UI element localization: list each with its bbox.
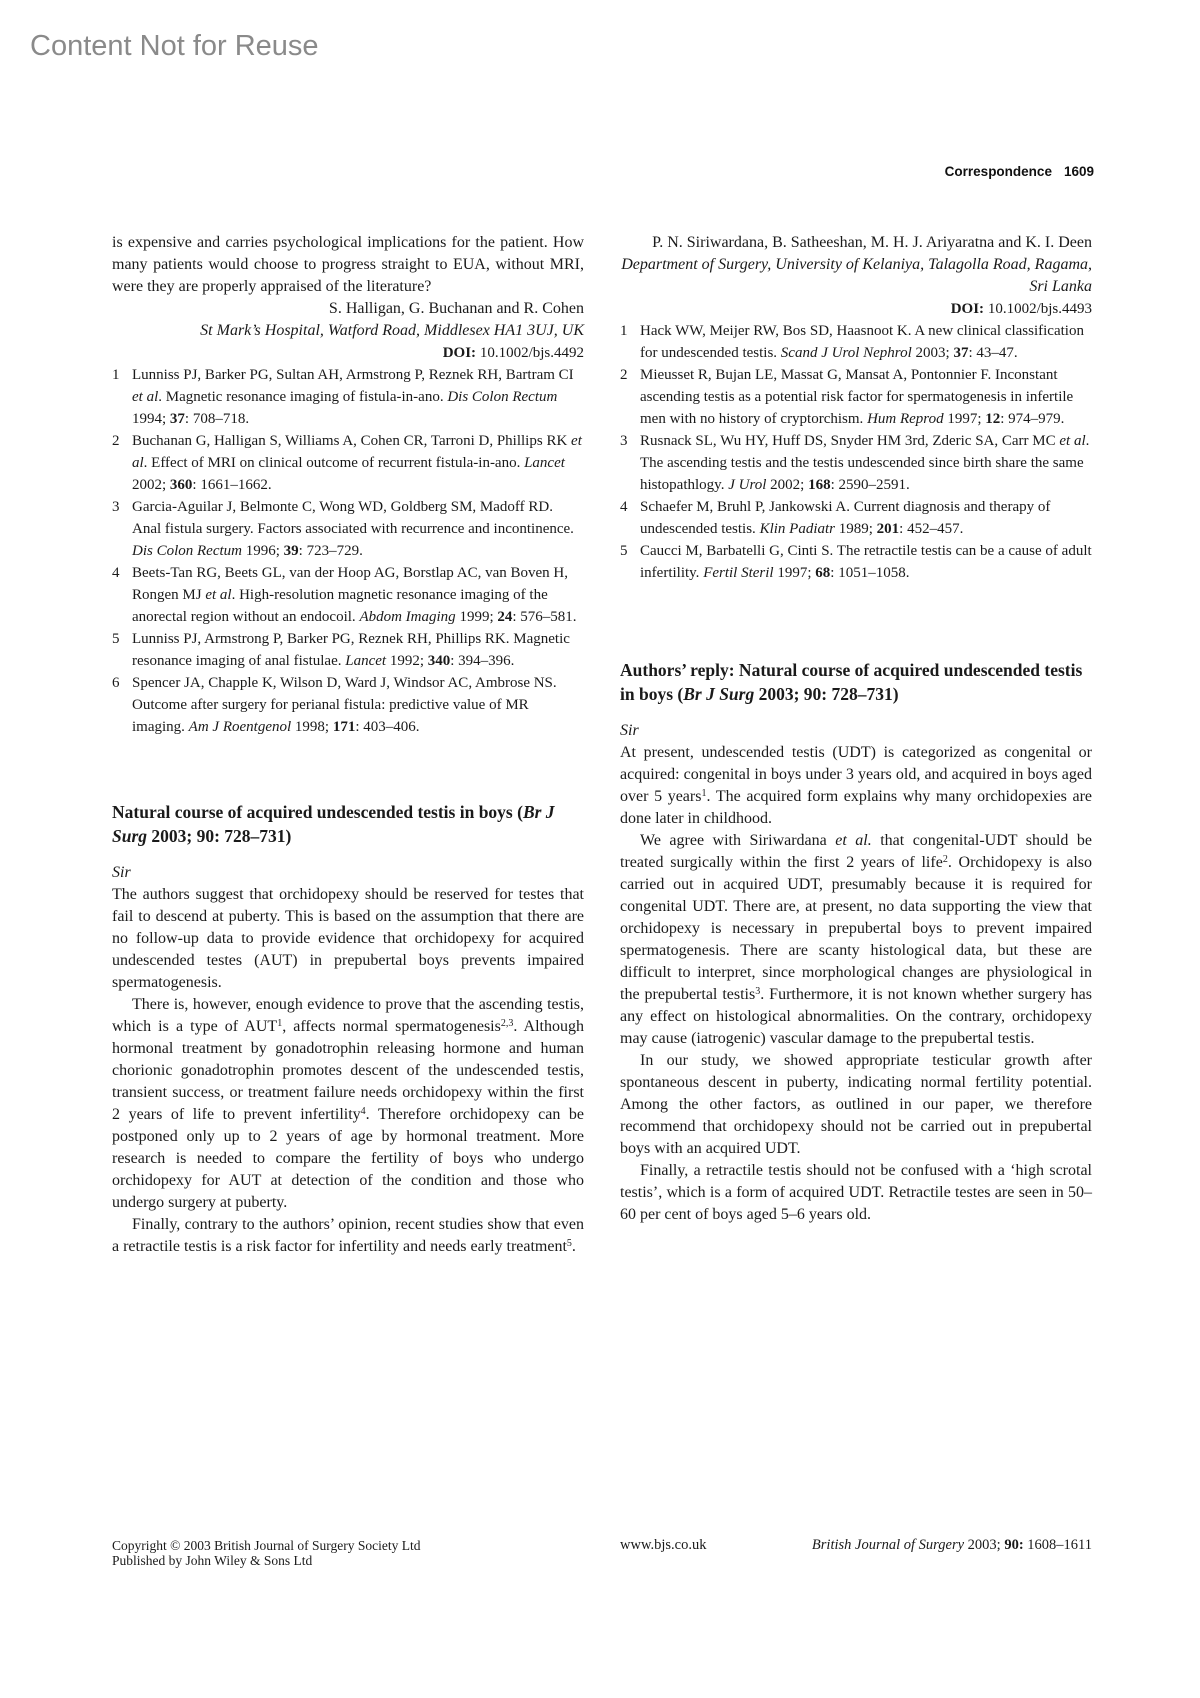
journal-year: 2003;	[967, 1537, 1001, 1553]
watermark: Content Not for Reuse	[30, 30, 319, 62]
journal-volume: 90:	[1004, 1537, 1024, 1553]
reference-item: 2 Mieusset R, Bujan LE, Massat G, Mansat A, Pontonnier F. Inconstant ascending testis as a potential risk factor for spermatogenesis in infertile men with no history of cryptorchism. Hum Reprod 1997; 12: 974–979.	[620, 364, 1092, 430]
letter-paragraph: The authors suggest that orchidopexy should be reserved for testes that fail to descend at puberty. This is based on the assumption that there are no follow-up data to provide evidence that orchidopexy for acquired undescended testes (AUT) in prepubertal boys prevents impaired spermatogenesis.	[112, 886, 584, 991]
reply-paragraph: Finally, a retractile testis should not be confused with a ‘high scrotal testis’, which is a form of acquired UDT. Retractile testes are seen in 50–60 per cent of boys aged 5–6 years old.	[620, 1162, 1092, 1223]
letter-doi	[620, 298, 1092, 320]
reply-paragraph: In our study, we showed appropriate testicular growth after spontaneous descent in puberty, indicating normal fertility potential. Among the other factors, as outlined in our paper, we therefore recommend that orchidopexy should not be carried out in prepubertal boys with an acquired UDT.	[620, 1052, 1092, 1157]
reply-paragraph: At present, undescended testis (UDT) is categorized as congenital or acquired: congenital in boys under 3 years old, and acquired in boys aged over 5 years$^1$. The acquired form explains why many orchidopexies are done later in childhood.	[620, 744, 1093, 827]
reference-number: 2	[620, 367, 628, 383]
publisher-line: Published by John Wiley & Sons Ltd	[112, 1553, 313, 1568]
letter-title: Natural course of acquired undescended testis in boys (Br J Surg 2003; 90: 728–731)	[112, 802, 555, 846]
doi-label: DOI:	[442, 345, 477, 361]
reference-item: 6 Spencer JA, Chapple K, Wilson D, Ward J, Windsor AC, Ambrose NS. Outcome after surgery for perianal fistula: predictive value of MR imaging. Am J Roentgenol 1998; 171: 403–406.	[112, 672, 584, 738]
letter-paragraph: There is, however, enough evidence to prove that the ascending testis, which is a type of AUT$^1$, affects normal spermatogenesis$^{2,3}$. Although hormonal treatment by gonadotrophin releasing hormone and human chorionic gonadotrophin promotes descent of the undescended testis, transient success, or treatment failure needs orchidopexy within the first 2 years of life to prevent infertility$^4$. Therefore orchidopexy can be postponed only up to 2 years of age by hormonal treatment. More research is needed to compare the fertility of boys who undergo orchidopexy for AUT at detection of the condition and those who undergo surgery at puberty.	[112, 996, 585, 1211]
journal-name: British Journal of Surgery	[811, 1537, 965, 1553]
doi-value: 10.1002/bjs.4493	[987, 301, 1092, 317]
reference-number: 3	[112, 499, 120, 515]
letter-paragraph: Finally, contrary to the authors’ opinion, recent studies show that even a retractile testis is a risk factor for infertility and needs early treatment$^5$.	[112, 1216, 584, 1255]
reference-item: 1 Lunniss PJ, Barker PG, Sultan AH, Armstrong P, Reznek RH, Bartram CI et al. Magnetic resonance imaging of fistula-in-ano. Dis Colon Rectum 1994; 37: 708–718.	[112, 364, 584, 430]
page-number: 1609	[1063, 164, 1094, 179]
reference-list	[112, 364, 584, 738]
footer-journal	[620, 1538, 1092, 1553]
reference-item: 5 Lunniss PJ, Armstrong P, Barker PG, Reznek RH, Phillips RK. Magnetic resonance imaging of anal fistulae. Lancet 1992; 340: 394–396.	[112, 628, 584, 672]
copyright-line: Copyright © 2003 British Journal of Surgery Society Ltd	[112, 1538, 421, 1553]
reference-number: 2	[112, 433, 120, 449]
reference-number: 5	[112, 631, 120, 647]
salutation: Sir	[620, 722, 639, 739]
reference-number: 1	[620, 323, 628, 339]
reference-item: 5 Caucci M, Barbatelli G, Cinti S. The retractile testis can be a cause of adult infertility. Fertil Steril 1997; 68: 1051–1058.	[620, 540, 1092, 584]
letter-authors: S. Halligan, G. Buchanan and R. Cohen	[328, 300, 584, 317]
letter-authors: P. N. Siriwardana, B. Satheeshan, M. H. J. Ariyaratna and K. I. Deen	[652, 234, 1092, 251]
journal-citation	[812, 1538, 1092, 1553]
running-head	[945, 164, 1094, 179]
reference-item: 4 Schaefer M, Bruhl P, Jankowski A. Current diagnosis and therapy of undescended testis. Klin Padiatr 1989; 201: 452–457.	[620, 496, 1092, 540]
reference-number: 4	[620, 499, 628, 515]
letter-affiliation: Department of Surgery, University of Kelaniya, Talagolla Road, Ragama, Sri Lanka	[621, 256, 1092, 295]
right-column	[620, 232, 1092, 1226]
left-column	[112, 232, 584, 1258]
reference-item: 3 Rusnack SL, Wu HY, Huff DS, Snyder HM 3rd, Zderic SA, Carr MC et al. The ascending testis and the testis undescended since birth share the same histopathlogy. J Urol 2002; 168: 2590–2591.	[620, 430, 1092, 496]
footer-copyright	[112, 1538, 421, 1568]
reference-number: 1	[112, 367, 120, 383]
reference-number: 5	[620, 543, 628, 559]
reference-item: 2 Buchanan G, Halligan S, Williams A, Cohen CR, Tarroni D, Phillips RK et al. Effect of MRI on clinical outcome of recurrent fistula-in-ano. Lancet 2002; 360: 1661–1662.	[112, 430, 584, 496]
reply-title: Authors’ reply: Natural course of acquired undescended testis in boys (Br J Surg 2003; 90: 728–731)	[620, 660, 1083, 704]
section-name: Correspondence	[944, 164, 1052, 179]
reference-number: 3	[620, 433, 628, 449]
salutation: Sir	[112, 864, 131, 881]
reference-item: 3 Garcia-Aguilar J, Belmonte C, Wong WD, Goldberg SM, Madoff RD. Anal fistula surgery. Factors associated with recurrence and incontinence. Dis Colon Rectum 1996; 39: 723–729.	[112, 496, 584, 562]
letter-affiliation: St Mark’s Hospital, Watford Road, Middlesex HA1 3UJ, UK	[200, 322, 584, 339]
reference-item: 1 Hack WW, Meijer RW, Bos SD, Haasnoot K. A new clinical classification for undescended testis. Scand J Urol Nephrol 2003; 37: 43–47.	[620, 320, 1092, 364]
continued-paragraph: is expensive and carries psychological implications for the patient. How many patients would choose to progress straight to EUA, without MRI, were they are properly appraised of the literature?	[112, 234, 584, 295]
website-link[interactable]: www.bjs.co.uk	[620, 1537, 707, 1553]
reference-item: 4 Beets-Tan RG, Beets GL, van der Hoop AG, Borstlap AC, van Boven H, Rongen MJ et al. High-resolution magnetic resonance imaging of the anorectal region without an endocoil. Abdom Imaging 1999; 24: 576–581.	[112, 562, 584, 628]
letter-doi	[112, 342, 584, 364]
reference-number: 4	[112, 565, 120, 581]
doi-label: DOI:	[950, 301, 985, 317]
reference-list	[620, 320, 1092, 584]
reply-paragraph: We agree with Siriwardana et al. that congenital-UDT should be treated surgically within the first 2 years of life$^2$. Orchidopexy is also carried out in acquired UDT, presumably because it is required for congenital UDT. There are, at present, no data supporting the view that orchidopexy is necessary in prepubertal boys to prevent impaired spermatogenesis. There are scanty histological data, but these are difficult to interpret, since morphological changes are physiological in the prepubertal testis$^3$. Furthermore, it is not known whether surgery has any effect on histological abnormalities. On the contrary, orchidopexy may cause (iatrogenic) vascular damage to the prepubertal testis.	[620, 832, 1092, 1047]
doi-value: 10.1002/bjs.4492	[479, 345, 584, 361]
reference-number: 6	[112, 675, 120, 691]
journal-pages: 1608–1611	[1027, 1537, 1092, 1553]
